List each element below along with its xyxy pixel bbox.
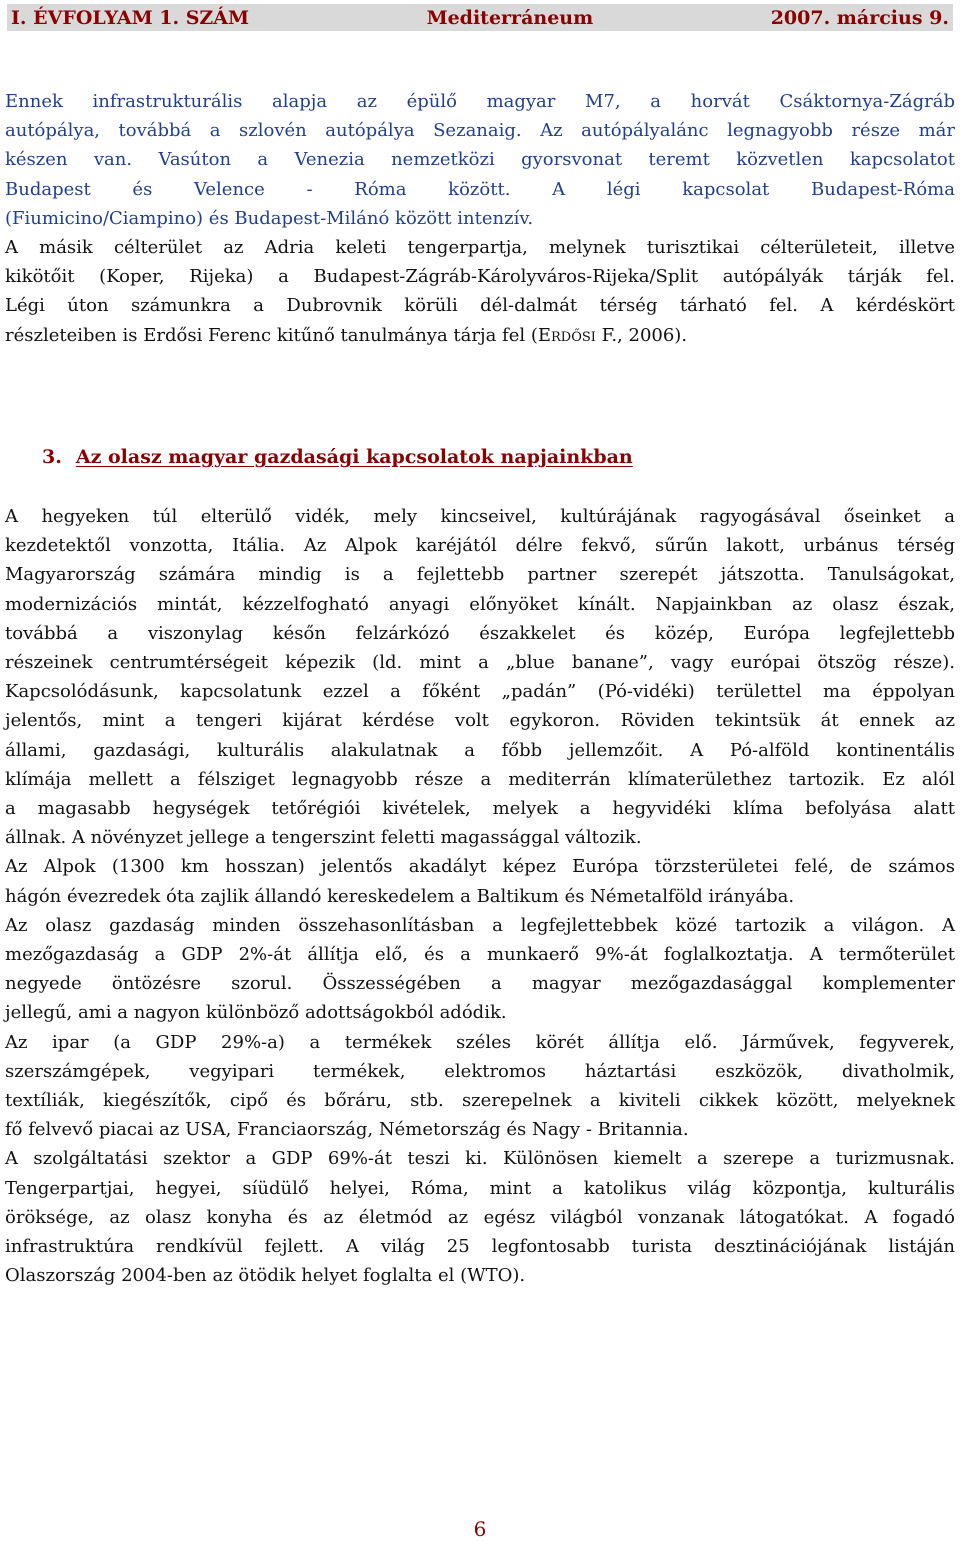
text-line: A szolgáltatási szektor a GDP 69%-át teszi ki. Különösen kiemelt a szerepe a turizmusnak. — [5, 1148, 955, 1170]
text-line: autópálya, továbbá a szlovén autópálya Sezanaig. Az autópályalánc legnagyobb része már — [5, 120, 955, 142]
citation-author: rdősi — [551, 324, 596, 346]
text-line: Magyarország számára mindig is a fejlettebb partner szerepét játszotta. Tanulságokat, — [5, 564, 955, 586]
text-line: Olaszország 2004-ben az ötödik helyet foglalta el (WTO). — [5, 1265, 526, 1287]
text-line: öröksége, az olasz konyha és az életmód az egész világból vonzanak látogatókat. A fogadó — [5, 1206, 955, 1228]
section-title: Az olasz magyar gazdasági kapcsolatok napjainkban — [75, 446, 633, 468]
text-line: szerszámgépek, vegyipari termékek, elektromos háztartási eszközök, divatholmik, — [5, 1060, 955, 1082]
text-line: Budapest és Velence - Róma között. A légi kapcsolat Budapest-Róma — [5, 178, 955, 200]
text-line: jelentős, mint a tengeri kijárat kérdése volt egykoron. Röviden tekintsük át ennek az — [5, 710, 955, 732]
citation-year: F., 2006). — [595, 324, 688, 346]
text-line: Az ipar (a GDP 29%-a) a termékek széles körét állítja elő. Járművek, fegyverek, — [5, 1031, 955, 1053]
text-line: hágón évezredek óta zajlik állandó kereskedelem a Baltikum és Németalföld irányába. — [5, 885, 795, 907]
text-line: infrastruktúra rendkívül fejlett. A világ 25 legfontosabb turista desztinációjának listáján — [5, 1236, 955, 1258]
page-number: 6 — [473, 1517, 487, 1541]
adria-paragraph — [5, 233, 955, 350]
text-line-citation — [5, 321, 955, 350]
text-line: Tengerpartjai, hegyei, síüdülő helyei, Róma, mint a katolikus világ központja, kulturális — [5, 1177, 955, 1199]
text-line: Ennek infrastrukturális alapja az épülő magyar M7, a horvát Csáktornya-Zágráb — [5, 91, 955, 112]
text-line: Az Alpok (1300 km hosszan) jelentős akadályt képez Európa törzsterületei felé, de számos — [5, 856, 955, 878]
text-line: a magasabb hegységek tetőrégiói kivételek, melyek a hegyvidéki klíma befolyása alatt — [5, 798, 955, 820]
running-header — [7, 4, 953, 31]
text-line: állnak. A növényzet jellege a tengerszint feletti magassággal változik. — [5, 827, 642, 849]
text-line: Légi úton számunkra a Dubrovnik körüli dél-dalmát térség tárható fel. A kérdéskört — [5, 295, 955, 317]
text-line: (Fiumicino/Ciampino) és Budapest-Milánó között intenzív. — [5, 207, 534, 229]
text-line: továbbá a viszonylag későn felzárkózó északkelet és közép, Európa legfejlettebb — [5, 622, 955, 644]
text-line: fő felvevő piacai az USA, Franciaország, Németország és Nagy - Britannia. — [5, 1119, 689, 1141]
text-line: modernizációs mintát, kézzelfogható anyagi előnyöket kínált. Napjainkban az olasz észak, — [5, 593, 955, 615]
text-line: textíliák, kiegészítők, cipő és bőráru, stb. szerepelnek a kiviteli cikkek között, melyeknek — [5, 1090, 955, 1112]
text-line: mezőgazdaság a GDP 2%-át állítja elő, és a munkaerő 9%-át foglalkoztatja. A termőterület — [5, 944, 955, 966]
text-line: készen van. Vasúton a Venezia nemzetközi gyorsvonat teremt közvetlen kapcsolatot — [5, 149, 955, 171]
text-line: klímája mellett a félsziget legnagyobb része a mediterrán klímaterülethez tartozik. Ez alól — [5, 768, 955, 790]
section-number: 3. — [42, 446, 62, 468]
section-heading — [42, 446, 633, 468]
text-line: Kapcsolódásunk, kapcsolatunk ezzel a főként „padán” (Pó-vidéki) területtel ma éppolyan — [5, 681, 955, 703]
citation-text: részleteiben is Erdősi Ferenc kitűnő tanulmánya tárja fel (E — [5, 324, 551, 346]
text-line: Az olasz gazdaság minden összehasonlításban a legfejlettebbek közé tartozik a világon. A — [5, 914, 955, 936]
text-line: A hegyeken túl elterülő vidék, mely kincseivel, kultúrájának ragyogásával őseinket a — [5, 506, 955, 527]
intro-paragraph — [5, 87, 955, 233]
header-journal: Mediterráneum — [426, 6, 594, 29]
text-line: kikötőit (Koper, Rijeka) a Budapest-Zágráb-Károlyváros-Rijeka/Split autópályák tárják fel. — [5, 266, 955, 288]
text-line: A másik célterület az Adria keleti tengerpartja, melynek turisztikai célterületeit, illetve — [5, 237, 955, 258]
text-line: jellegű, ami a nagyon különböző adottságokból adódik. — [5, 1002, 507, 1024]
body-text — [5, 502, 955, 1290]
text-line: állami, gazdasági, kulturális alakulatnak a főbb jellemzőit. A Pó-alföld kontinentális — [5, 739, 955, 761]
header-date: 2007. március 9. — [770, 6, 949, 29]
text-line: részeinek centrumtérségeit képezik (ld. mint a „blue banane”, vagy európai ötszög része). — [5, 652, 955, 674]
header-volume: I. ÉVFOLYAM 1. SZÁM — [11, 6, 250, 29]
text-line: kezdetektől vonzotta, Itália. Az Alpok karéjától délre fekvő, sűrűn lakott, urbánus térség — [5, 535, 955, 557]
text-line: negyede öntözésre szorul. Összességében a magyar mezőgazdasággal komplementer — [5, 973, 955, 995]
